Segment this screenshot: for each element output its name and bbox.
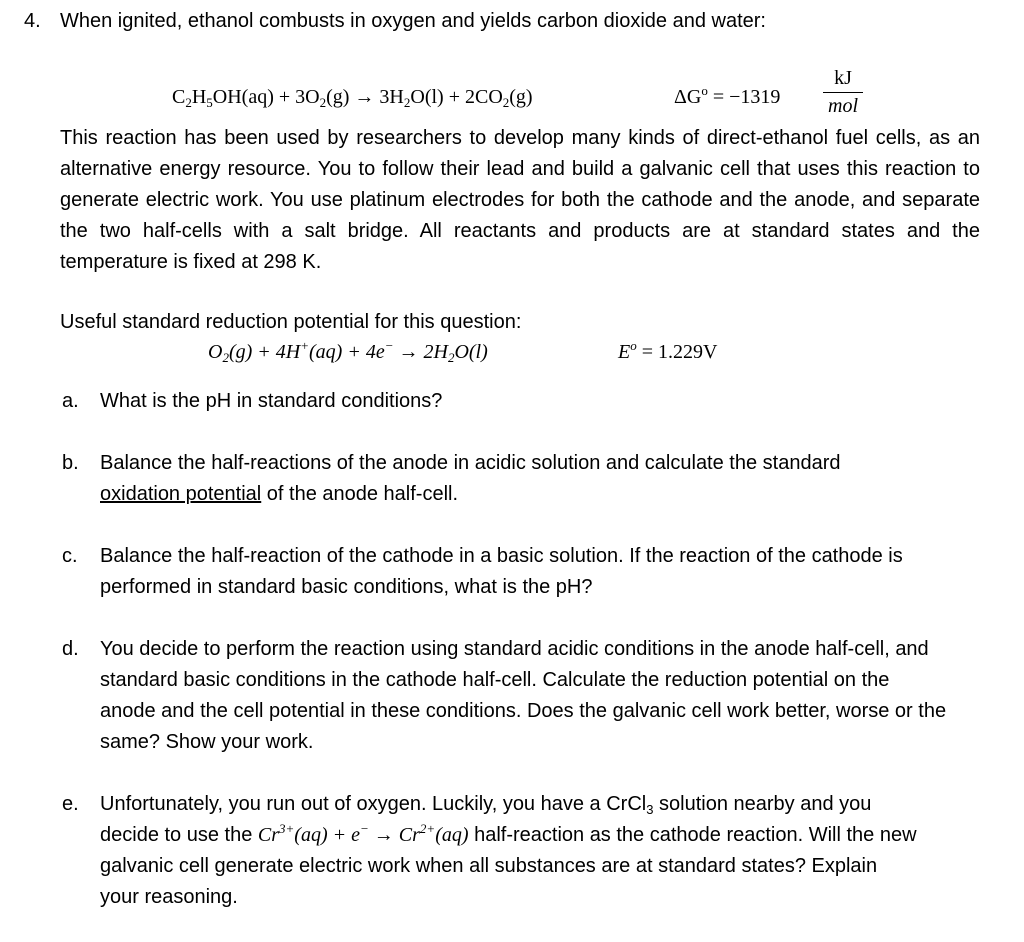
question-title: When ignited, ethanol combusts in oxygen and yields carbon dioxide and water: xyxy=(60,10,766,32)
item-c-text: Balance the half-reaction of the cathode in a basic solution. If the reaction of the cathode is performed in standard basic conditions, what is the pH? xyxy=(100,545,903,598)
delta-g-value: $\Delta G^o = -1319$ xyxy=(674,83,781,108)
useful-heading: Useful standard reduction potential for this question: xyxy=(60,311,522,333)
item-e-text: Unfortunately, you run out of oxygen. Luckily, you have a CrCl$_3$ solution nearby and you decide to use the $Cr^{3+}(aq) + e^- \to Cr^{2+}(aq)$ half-reaction as the cathode reaction. Will the new galvanic cell generate electric work when all substances are at standard states? Explain your reasoning. xyxy=(100,793,917,908)
item-d-text: You decide to perform the reaction using standard acidic conditions in the anode half-cell, and standard basic conditions in the cathode half-cell. Calculate the reduction potential on the anode and the cell potential in these conditions. Does the galvanic cell work better, worse or the same? Show your work. xyxy=(100,638,947,753)
standard-potential: $E^o = 1.229V$ xyxy=(618,338,718,363)
item-e-letter: e. xyxy=(62,793,79,815)
item-b-text: Balance the half-reactions of the anode in acidic solution and calculate the standard oxidation potential of the anode half-cell. xyxy=(100,452,841,505)
intro-paragraph: This reaction has been used by researchers to develop many kinds of direct-ethanol fuel cells, as an alternative energy resource. You to follow their lead and build a galvanic cell that uses this reaction to generate electric work. You use platinum electrodes for both the cathode and the anode, and separate the two half-cells with a salt bridge. All reactants and products are at standard states and the temperature is fixed at 298 K. xyxy=(60,127,980,273)
combustion-equation: $C_2H_5OH(aq) + 3O_2(g) \to 3H_2O(l) + 2CO_2(g)$ xyxy=(172,86,533,110)
item-a-letter: a. xyxy=(62,390,79,412)
unit-numerator: kJ xyxy=(834,67,852,89)
question-number: 4. xyxy=(24,10,41,32)
item-a-text: What is the pH in standard conditions? xyxy=(100,390,443,412)
item-c-letter: c. xyxy=(62,545,78,567)
oxygen-reduction-equation: $O_2(g) + 4H^+(aq) + 4e^- \to 2H_2O(l)$ xyxy=(208,338,488,365)
unit-denominator: mol xyxy=(828,95,858,117)
chromium-half-reaction: $Cr^{3+}(aq) + e^- \to Cr^{2+}(aq)$ xyxy=(257,821,469,846)
fraction-bar xyxy=(823,92,863,93)
delta-g-unit-fraction xyxy=(823,66,863,117)
item-b-letter: b. xyxy=(62,452,79,474)
item-d-letter: d. xyxy=(62,638,79,660)
underlined-term: oxidation potential xyxy=(100,483,262,505)
